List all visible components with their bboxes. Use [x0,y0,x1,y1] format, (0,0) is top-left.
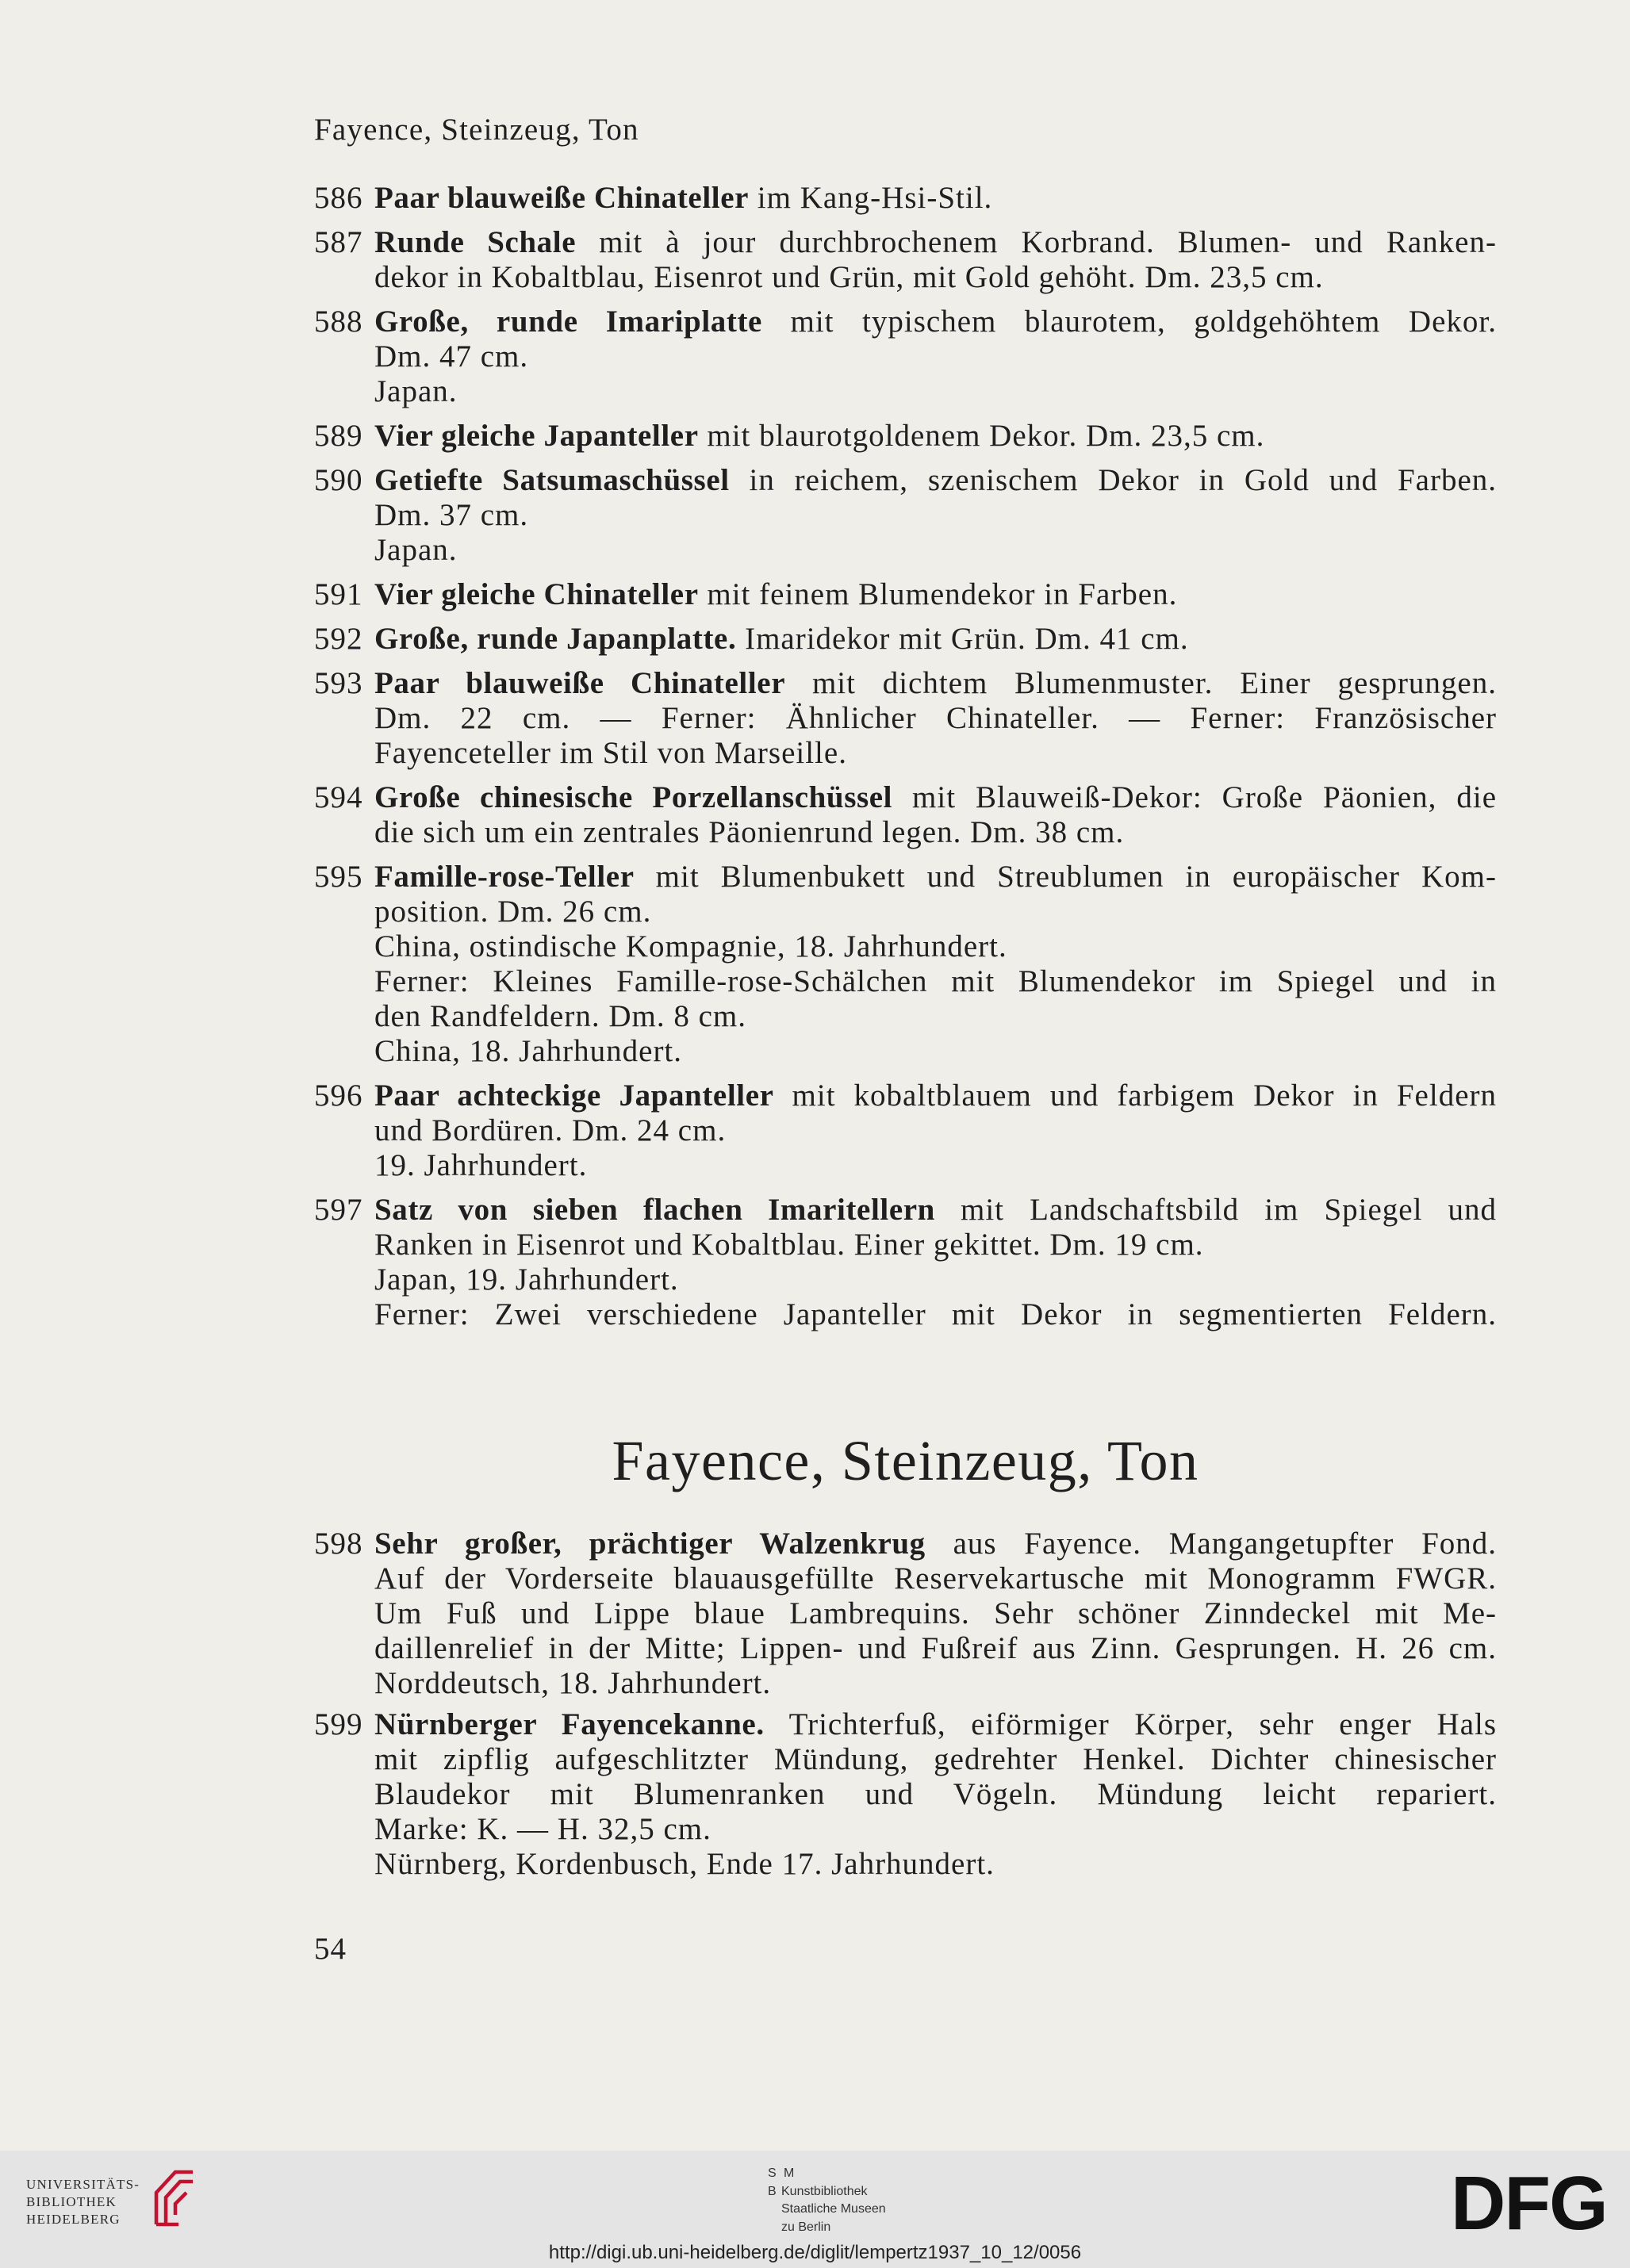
lot-number: 595 [314,860,363,894]
lot-title: Getiefte Satsumaschüssel [374,463,730,497]
text-line [374,1148,1497,1183]
lot-number: 586 [314,181,363,215]
text-line [374,1228,1497,1262]
smb-letter: M [784,2166,795,2180]
lot-title: Sehr großer, prächtiger Walzenkrug [374,1527,926,1561]
text-line [374,1034,1497,1069]
lot-description: Japan, 19. Jahrhundert. [374,1262,679,1297]
text-line [374,1596,1497,1631]
catalog-entry [314,780,1497,850]
lot-description: Blaudekor mit Blumenranken und Vögeln. Mündung leicht repariert. [374,1777,1497,1811]
lot-description: mit zipflig aufgeschlitzter Mündung, gedrehter Henkel. Dichter chinesischer [374,1742,1497,1776]
text-line [374,666,1497,701]
lot-description: aus Fayence. Mangangetupfter Fond. [953,1527,1497,1561]
lot-title: Vier gleiche Japanteller [374,419,699,453]
text-line [374,860,1497,895]
ub-logo-line: BIBLIOTHEK [26,2194,117,2209]
lot-description: Imaridekor mit Grün. Dm. 41 cm. [745,622,1189,656]
footer-bar [0,2151,1630,2268]
lot-description: im Kang-Hsi-Stil. [757,181,993,215]
catalog-entry [314,181,1497,216]
lot-description: 19. Jahrhundert. [374,1148,588,1182]
lot-title: Paar achteckige Japanteller [374,1078,774,1113]
text-line [374,622,1497,657]
text-line [374,463,1497,498]
lot-description: mit typischem blaurotem, goldgehöhtem Dekor. [790,305,1497,339]
lot-description: mit dichtem Blumenmuster. Einer gesprungen. [811,666,1497,700]
text-line [374,780,1497,815]
text-line [374,1707,1497,1742]
smb-line: Staatliche Museen [781,2202,886,2216]
lot-description: dekor in Kobaltblau, Eisenrot und Grün, mit Gold gehöht. Dm. 23,5 cm. [374,260,1324,294]
lot-description: Dm. 37 cm. [374,498,529,532]
catalog-entry [314,577,1497,612]
lot-title: Paar blauweiße Chinateller [374,181,750,215]
text-line [374,498,1497,533]
text-line [374,419,1497,454]
lot-description: mit blaurotgoldenem Dekor. Dm. 23,5 cm. [707,419,1265,453]
lot-description: Trichterfuß, eiförmiger Körper, sehr enger Hals [788,1707,1497,1741]
lot-title: Große, runde Imariplatte [374,305,762,339]
text-line [374,964,1497,999]
text-line [374,339,1497,374]
lot-description: Marke: K. — H. 32,5 cm. [374,1812,711,1846]
lot-title: Paar blauweiße Chinateller [374,666,786,700]
catalog-entries-section-1 [314,181,1497,1332]
catalog-entry [314,860,1497,1069]
catalog-entry [314,463,1497,568]
text-line [374,929,1497,964]
catalog-entry [314,1078,1497,1183]
lot-number: 599 [314,1707,363,1741]
lot-description: mit kobaltblauem und farbigem Dekor in Feldern [792,1078,1497,1113]
lot-number: 598 [314,1527,363,1561]
lot-description: den Randfeldern. Dm. 8 cm. [374,999,746,1033]
lot-description: China, 18. Jahrhundert. [374,1034,683,1068]
ub-heidelberg-logo-text [26,2176,140,2228]
catalog-entries-section-2 [314,1527,1497,1882]
permalink-url[interactable]: http://digi.ub.uni-heidelberg.de/diglit/lempertz1937_10_12/0056 [548,2242,1082,2263]
lot-description: Dm. 22 cm. — Ferner: Ähnlicher Chinateller. — Ferner: Französischer [374,701,1497,735]
smb-letter: B [768,2184,777,2198]
text-line [374,1631,1497,1666]
lot-title: Große chinesische Porzellanschüssel [374,780,893,814]
lot-description: Ranken in Eisenrot und Kobaltblau. Einer gekittet. Dm. 19 cm. [374,1228,1204,1262]
lot-title: Satz von sieben flachen Imaritellern [374,1193,935,1227]
lot-title: Famille-rose-Teller [374,860,635,894]
text-line [374,1847,1497,1882]
ub-logo-line: UNIVERSITÄTS- [26,2177,140,2192]
lot-description: position. Dm. 26 cm. [374,895,652,929]
lot-number: 590 [314,463,363,497]
text-line [374,1666,1497,1701]
text-line [374,374,1497,409]
ub-heidelberg-mark-icon [151,2169,196,2227]
catalog-entry [314,305,1497,409]
catalog-entry [314,1193,1497,1332]
section-heading: Fayence, Steinzeug, Ton [612,1429,1199,1492]
catalog-entry [314,225,1497,295]
lot-description: in reichem, szenischem Dekor in Gold und Farben. [749,463,1497,497]
lot-description: die sich um ein zentrales Päonienrund legen. Dm. 38 cm. [374,815,1125,849]
lot-description: Um Fuß und Lippe blaue Lambrequins. Sehr schöner Zinndeckel mit Me- [374,1596,1497,1630]
lot-number: 593 [314,666,363,700]
text-line [374,1777,1497,1812]
lot-description: mit Blumenbukett und Streublumen in europäischer Kom- [655,860,1497,894]
text-line [374,1113,1497,1148]
running-header: Fayence, Steinzeug, Ton [314,113,639,147]
lot-number: 592 [314,622,363,656]
text-line [374,999,1497,1034]
text-line [374,260,1497,295]
lot-description: Japan. [374,374,458,408]
lot-description: Auf der Vorderseite blauausgefüllte Reservekartusche mit Monogramm FWGR. [374,1561,1497,1596]
text-line [374,815,1497,850]
lot-title: Nürnberger Fayencekanne. [374,1707,765,1741]
lot-number: 596 [314,1078,363,1113]
catalog-entry [314,666,1497,771]
catalog-entry [314,1707,1497,1882]
lot-number: 594 [314,780,363,814]
dfg-logo: DFG [1451,2161,1607,2246]
lot-title: Vier gleiche Chinateller [374,577,699,611]
smb-letter: S [768,2166,777,2180]
catalog-entry [314,419,1497,454]
lot-description: Dm. 47 cm. [374,339,529,374]
lot-description: Norddeutsch, 18. Jahrhundert. [374,1666,772,1700]
catalog-entry [314,622,1497,657]
text-line [374,181,1497,216]
text-line [374,225,1497,260]
text-line [374,1078,1497,1113]
text-line [374,1812,1497,1847]
lot-description: China, ostindische Kompagnie, 18. Jahrhundert. [374,929,1007,964]
lot-description: Ferner: Zwei verschiedene Japanteller mit Dekor in segmentierten Feldern. [374,1297,1497,1331]
lot-title: Runde Schale [374,225,577,259]
ub-logo-line: HEIDELBERG [26,2212,121,2227]
lot-title: Große, runde Japanplatte. [374,622,737,656]
lot-number: 588 [314,305,363,339]
lot-description: mit Landschaftsbild im Spiegel und [961,1193,1497,1227]
text-line [374,1297,1497,1332]
text-line [374,1561,1497,1596]
text-line [374,1262,1497,1297]
lot-number: 597 [314,1193,363,1227]
lot-description: mit à jour durchbrochenem Korbrand. Blumen- und Ranken- [599,225,1497,259]
lot-description: Japan. [374,533,458,567]
smb-line: zu Berlin [781,2220,831,2234]
text-line [374,577,1497,612]
catalog-entry [314,1527,1497,1701]
lot-number: 591 [314,577,363,611]
text-line [374,1742,1497,1777]
lot-description: mit Blauweiß-Dekor: Große Päonien, die [912,780,1497,814]
text-line [374,736,1497,771]
page-number: 54 [314,1932,347,1966]
lot-description: Fayenceteller im Stil von Marseille. [374,736,847,770]
text-line [374,1527,1497,1561]
lot-description: Nürnberg, Kordenbusch, Ende 17. Jahrhundert. [374,1847,995,1881]
lot-number: 587 [314,225,363,259]
smb-line: Kunstbibliothek [781,2184,868,2198]
text-line [374,701,1497,736]
text-line [374,305,1497,339]
text-line [374,533,1497,568]
text-line [374,1193,1497,1228]
text-line [374,895,1497,929]
lot-description: und Bordüren. Dm. 24 cm. [374,1113,727,1147]
lot-description: Ferner: Kleines Famille-rose-Schälchen mit Blumendekor im Spiegel und in [374,964,1497,998]
lot-description: mit feinem Blumendekor in Farben. [707,577,1178,611]
lot-number: 589 [314,419,363,453]
lot-description: daillenrelief in der Mitte; Lippen- und Fußreif aus Zinn. Gesprungen. H. 26 cm. [374,1631,1497,1665]
